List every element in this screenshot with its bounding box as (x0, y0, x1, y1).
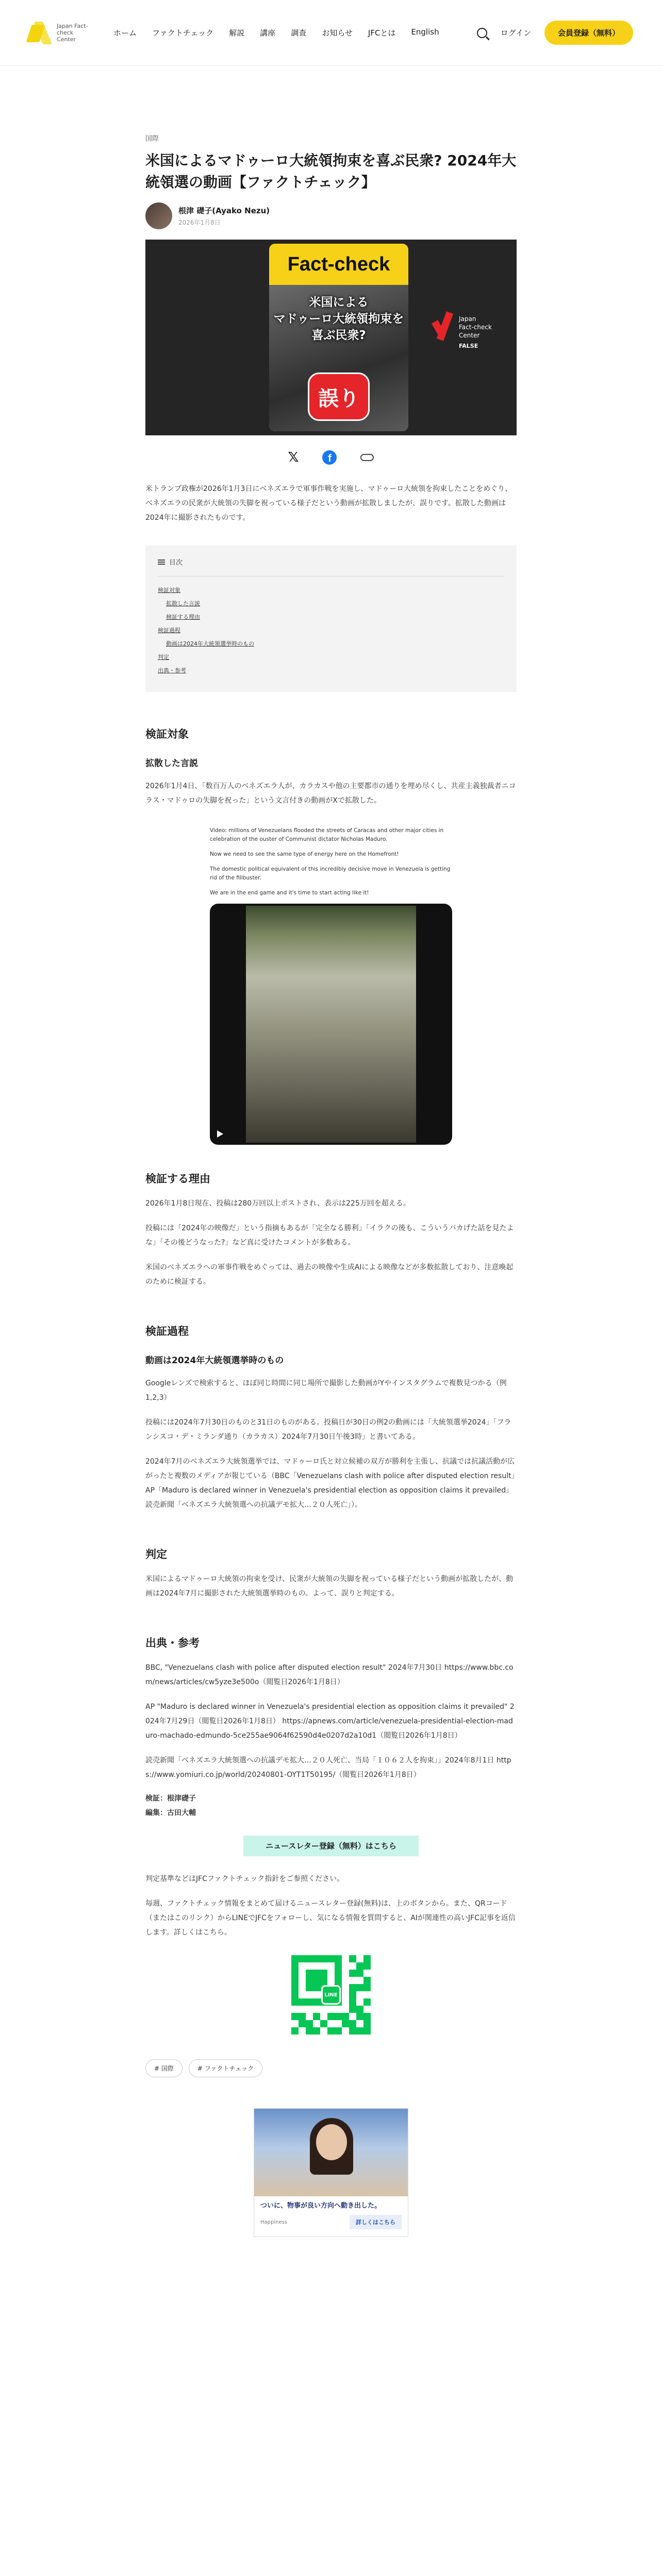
verdict-text: 米国によるマドゥーロ大統領の拘束を受け、民衆が大統領の失脚を祝っている様子だという動画が拡散したが、動画は2024年7月に撮影された大統領選挙時のもの。よって、誤りと判定する。 (145, 1575, 514, 1598)
author-block (145, 202, 517, 229)
toc-item[interactable]: 判定 (158, 654, 169, 660)
post-text: The domestic political equivalent of this incredibly decisive move in Venezuela is getting rid of the filibuster. (210, 866, 451, 881)
source-ref[interactable]: AP "Maduro is declared winner in Venezuela's presidential election as opposition claims it prevailed" 2024年7月29日（閲覧日2026年1月8日） https://apnews.com/article/venezuela-presidential-election-maduro-machado-edmundo-5ce255ae9064f62590d4e0207d2a10d1（閲覧日2026年1月8日） (145, 1703, 515, 1740)
hero-photo (269, 285, 408, 431)
embedded-video[interactable] (210, 904, 452, 1145)
section-heading-reason: 検証する理由 (145, 1173, 210, 1185)
signup-text: 毎週、ファクトチェック情報をまとめて届けるニュースレター登録(無料)は、上のボタンから。また、QRコード（またはこのリンク）からLINEでJFCをフォローし、気になる情報を質問すると、AIが関連性の高いJFC記事を返信します。詳しくはこちら。 (145, 1900, 516, 1937)
nav-about[interactable]: JFCとは (368, 28, 396, 38)
share-bar (145, 450, 517, 465)
line-logo-icon: LINE (321, 1985, 341, 2005)
header-actions (477, 21, 633, 45)
nav-english[interactable]: English (411, 27, 439, 37)
toc-item[interactable]: 検証対象 (158, 587, 180, 594)
toc-label: 目次 (169, 559, 183, 567)
ad-image (254, 2109, 408, 2196)
claim-text: 2026年1月4日、「数百万人のベネズエラ人が、カラカスや他の主要都市の通りを埋め尽くし、共産主義独裁者ニコラス・マドゥロの失脚を祝った」という文言付きの動画がXで拡散した。 (145, 782, 516, 805)
nav-home[interactable]: ホーム (113, 28, 137, 38)
hero-image (145, 240, 517, 435)
toc-item[interactable]: 動画は2024年大統領選挙時のもの (166, 640, 254, 647)
jfc-check-icon (434, 312, 455, 343)
post-text: We are in the end game and it's time to start acting like it! (210, 890, 369, 896)
article-lead: 米トランプ政権が2026年1月3日にベネズエラで軍事作戦を実施し、マドゥーロ大統領を拘束したことをめぐり、ベネズエラの民衆が大統領の失脚を祝っている様子だという動画が拡散しましたが、誤りです。拡散した動画は2024年に撮影されたものです。 (145, 485, 512, 522)
video-frame (246, 906, 416, 1143)
section-heading-sources: 出典・参考 (145, 1637, 200, 1649)
author-avatar[interactable] (145, 202, 172, 229)
x-share-icon[interactable]: 𝕏 (288, 450, 299, 465)
table-of-contents (145, 546, 517, 692)
main-nav (113, 27, 439, 38)
jfc-badge-rating: FALSE (459, 343, 478, 349)
process-text: 2024年7月のベネズエラ大統領選挙では、マドゥーロ氏と対立候補の双方が勝利を主張し、抗議では抗議活動が広がったと複数のメディアが報じている（BBC「Venezuelans clash with police after disputed election result」AP「Maduro is declared winner in Venezuela's presidential election as opposition claims it prevailed」読売新聞「ベネズエラ大統領選への抗議デモ拡大…２０人死亡」）。 (145, 1458, 515, 1509)
article-date: 2026年1月8日 (178, 219, 221, 226)
article-category[interactable]: 国際 (145, 135, 159, 143)
logo-mark-icon (29, 22, 52, 44)
post-text: Now we need to see the same type of energy here on the Homefront! (210, 851, 399, 857)
search-icon[interactable] (477, 28, 487, 38)
section-heading-target: 検証対象 (145, 728, 189, 740)
tag-label: ファクトチェック (204, 2065, 254, 2072)
author-name[interactable]: 根津 礎子(Ayako Nezu) (178, 206, 270, 215)
process-text: Googleレンズで検索すると、ほぼ同じ時間に同じ場所で撮影した動画がYやインスタグラムで複数見つかる（例1,2,3） (145, 1379, 507, 1402)
member-signup-button[interactable]: 会員登録（無料） (544, 21, 633, 45)
reason-text: 2026年1月8日現在、投稿は280万回以上ポストされ、表示は225万回を超える。 (145, 1199, 410, 1208)
article-title: 米国によるマドゥーロ大統領拘束を喜ぶ民衆? 2024年大統領選の動画【ファクトチェック】 (145, 152, 517, 191)
article (145, 133, 517, 2237)
article-tags (145, 2059, 517, 2077)
process-text: 投稿には2024年7月30日のものと31日のものがある。投稿日が30日の例2の動画には「大統領選挙2024」「フランシスコ・デ・ミランダ通り（カラカス）2024年7月30日午後3時」と書いてある。 (145, 1418, 511, 1441)
source-ref[interactable]: BBC, "Venezuelans clash with police after disputed election result" 2024年7月30日 https://www.bbc.com/news/articles/cw5yze3e500o（閲覧日2026年1月8日） (145, 1664, 514, 1686)
criteria-text: 判定基準などはJFCファクトチェック指針をご参照ください。 (145, 1875, 344, 1883)
play-icon[interactable] (217, 1130, 224, 1138)
toc-item[interactable]: 出典・参考 (158, 667, 186, 674)
nav-lecture[interactable]: 講座 (260, 28, 276, 38)
nav-factcheck[interactable]: ファクトチェック (152, 28, 214, 38)
line-qr-code[interactable] (287, 1951, 375, 2039)
subheading-2024-election: 動画は2024年大統領選挙時のもの (145, 1355, 284, 1366)
section-heading-verdict: 判定 (145, 1548, 167, 1561)
nav-explainer[interactable]: 解説 (229, 28, 245, 38)
section-heading-process: 検証過程 (145, 1325, 189, 1337)
nav-research[interactable]: 調査 (291, 28, 307, 38)
ad-title[interactable]: ついに、物事が良い方向へ動き出した。 (260, 2202, 382, 2210)
logo-text: Japan Fact-check Center (57, 23, 88, 43)
toc-item[interactable]: 検証する理由 (166, 614, 200, 620)
reason-text: 米国のベネズエラへの軍事作戦をめぐっては、過去の映像や生成AIによる映像などが多数拡散しており、注意喚起のために検証する。 (145, 1263, 514, 1286)
toc-header[interactable] (158, 557, 504, 567)
tag-chip[interactable]: # ファクトチェック (189, 2059, 262, 2077)
copy-link-icon[interactable] (360, 454, 374, 461)
credit-verifier: 検証：根津礎子 (145, 1794, 196, 1803)
site-logo[interactable] (29, 22, 93, 44)
subheading-claim: 拡散した言説 (145, 758, 198, 769)
login-link[interactable]: ログイン (500, 28, 531, 38)
jfc-badge-text: Japan Fact-check Center (459, 315, 492, 339)
tag-chip[interactable]: # 国際 (145, 2059, 183, 2077)
source-ref[interactable]: 読売新聞「ベネズエラ大統領選への抗議デモ拡大…２０人死亡、当局「１０６２人を拘束」」2024年8月1日 https://www.yomiuri.co.jp/world/20240801-OYT1T50195/（閲覧日2026年1月8日） (145, 1756, 511, 1779)
hero-caption: 米国による マドゥーロ大統領拘束を 喜ぶ民衆? (273, 296, 404, 342)
facebook-share-icon[interactable]: f (322, 450, 337, 465)
fact-check-label: Fact-check (269, 244, 408, 285)
ad-source: Happiness (260, 2219, 288, 2225)
ad-cta-button[interactable]: 詳しくはこちら (350, 2215, 402, 2229)
toc-item[interactable]: 検証過程 (158, 627, 180, 634)
reason-text: 投稿には「2024年の映像だ」という指摘もあるが「完全なる勝利」「イラクの後も、こういうバカげた話を見たよな」「その後どうなった?」など真に受けたコメントが多数ある。 (145, 1224, 514, 1247)
jfc-false-badge (434, 312, 492, 349)
newsletter-signup-button[interactable]: ニュースレター登録（無料）はこちら (243, 1836, 419, 1856)
false-rating-stamp: 誤り (308, 372, 370, 421)
tag-label: 国際 (161, 2065, 174, 2072)
advertisement[interactable] (254, 2108, 408, 2237)
hero-card (269, 244, 408, 431)
nav-news[interactable]: お知らせ (322, 28, 353, 38)
embedded-post (210, 826, 452, 1145)
site-header (0, 0, 662, 66)
toc-list-icon (158, 560, 165, 565)
toc-item[interactable]: 拡散した言説 (166, 600, 200, 607)
credit-editor: 編集：古田大輔 (145, 1809, 196, 1817)
post-text: Video: millions of Venezuelans flooded the streets of Caracas and other major cities in celebration of the ouster of Communist dictator Nicholas Maduro. (210, 827, 444, 842)
